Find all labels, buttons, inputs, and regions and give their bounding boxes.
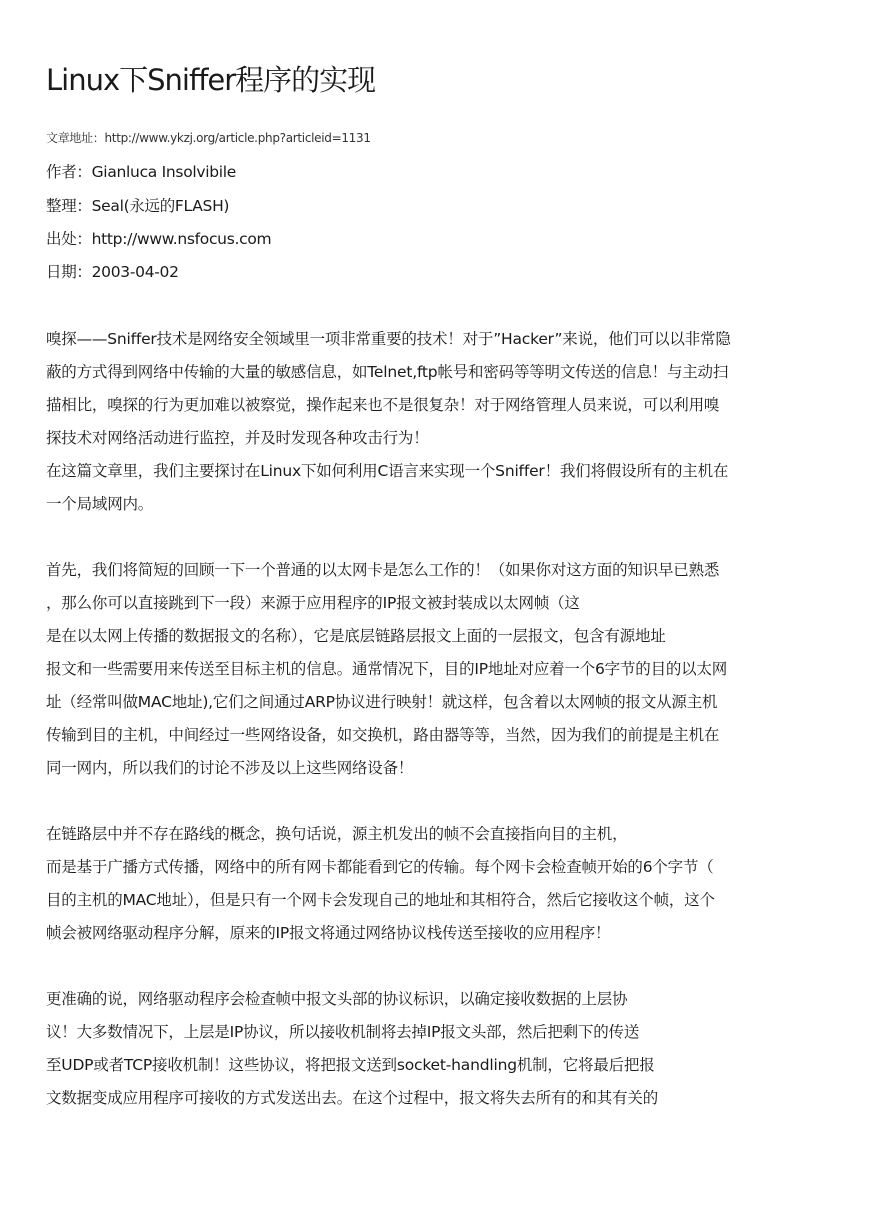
body-text-line: 目的主机的MAC地址），但是只有一个网卡会发现自己的地址和其相符合，然后它接收这个帧，这个 [46, 891, 715, 909]
body-text-line: 嗅探——Sniffer技术是网络安全领域里一项非常重要的技术！对于”Hacker”来说，他们可以以非常隐 [46, 330, 731, 348]
body-text-line: 描相比，嗅探的行为更加难以被察觉，操作起来也不是很复杂！对于网络管理人员来说，可以利用嗅 [46, 396, 720, 414]
body-text-line: 蔽的方式得到网络中传输的大量的敏感信息，如Telnet,ftp帐号和密码等等明文传送的信息！与主动扫 [46, 363, 729, 381]
body-text-line: 在这篇文章里，我们主要探讨在Linux下如何利用C语言来实现一个Sniffer！我们将假设所有的主机在 [46, 462, 729, 480]
author-line: 作者：Gianluca Insolvibile [46, 163, 237, 181]
body-text-line: 址（经常叫做MAC地址),它们之间通过ARP协议进行映射！就这样，包含着以太网帧的报文从源主机 [46, 693, 718, 711]
body-text-line: 报文和一些需要用来传送至目标主机的信息。通常情况下，目的IP地址对应着一个6字节的目的以太网 [46, 660, 728, 678]
body-text-line: 同一网内，所以我们的讨论不涉及以上这些网络设备！ [46, 759, 414, 777]
origin-line: 出处：http://www.nsfocus.com [46, 230, 272, 248]
body-text-line: 更准确的说，网络驱动程序会检查帧中报文头部的协议标识，以确定接收数据的上层协 [46, 990, 628, 1008]
body-text-line: 而是基于广播方式传播，网络中的所有网卡都能看到它的传输。每个网卡会检查帧开始的6个字节（ [46, 858, 714, 876]
body-text-line: 传输到目的主机，中间经过一些网络设备，如交换机，路由器等等，当然，因为我们的前提是主机在 [46, 726, 720, 744]
body-text-line: 探技术对网络活动进行监控，并及时发现各种攻击行为！ [46, 429, 429, 447]
body-text-line: 文数据变成应用程序可接收的方式发送出去。在这个过程中，报文将失去所有的和其有关的 [46, 1089, 659, 1107]
body-text-line: 是在以太网上传播的数据报文的名称），它是底层链路层报文上面的一层报文，包含有源地址 [46, 627, 666, 645]
body-text-line: 首先，我们将简短的回顾一下一个普通的以太网卡是怎么工作的！（如果你对这方面的知识早已熟悉 [46, 561, 720, 579]
article-source-url: 文章地址：http://www.ykzj.org/article.php?articleid=1131 [46, 131, 371, 145]
body-text-line: 在链路层中并不存在路线的概念，换句话说，源主机发出的帧不会直接指向目的主机， [46, 825, 628, 843]
body-text-line: 至UDP或者TCP接收机制！这些协议，将把报文送到socket-handling机制，它将最后把报 [46, 1056, 655, 1074]
body-text-line: 议！大多数情况下，上层是IP协议，所以接收机制将去掉IP报文头部，然后把剩下的传送 [46, 1023, 640, 1041]
date-line: 日期：2003-04-02 [46, 263, 179, 281]
body-text-line: ，那么你可以直接跳到下一段）来源于应用程序的IP报文被封装成以太网帧（这 [46, 594, 580, 612]
page-title: Linux下Sniffer程序的实现 [46, 63, 376, 97]
body-text-line: 一个局域网内。 [46, 495, 154, 513]
editor-line: 整理：Seal(永远的FLASH) [46, 197, 230, 215]
body-text-line: 帧会被网络驱动程序分解，原来的IP报文将通过网络协议栈传送至接收的应用程序！ [46, 924, 611, 942]
